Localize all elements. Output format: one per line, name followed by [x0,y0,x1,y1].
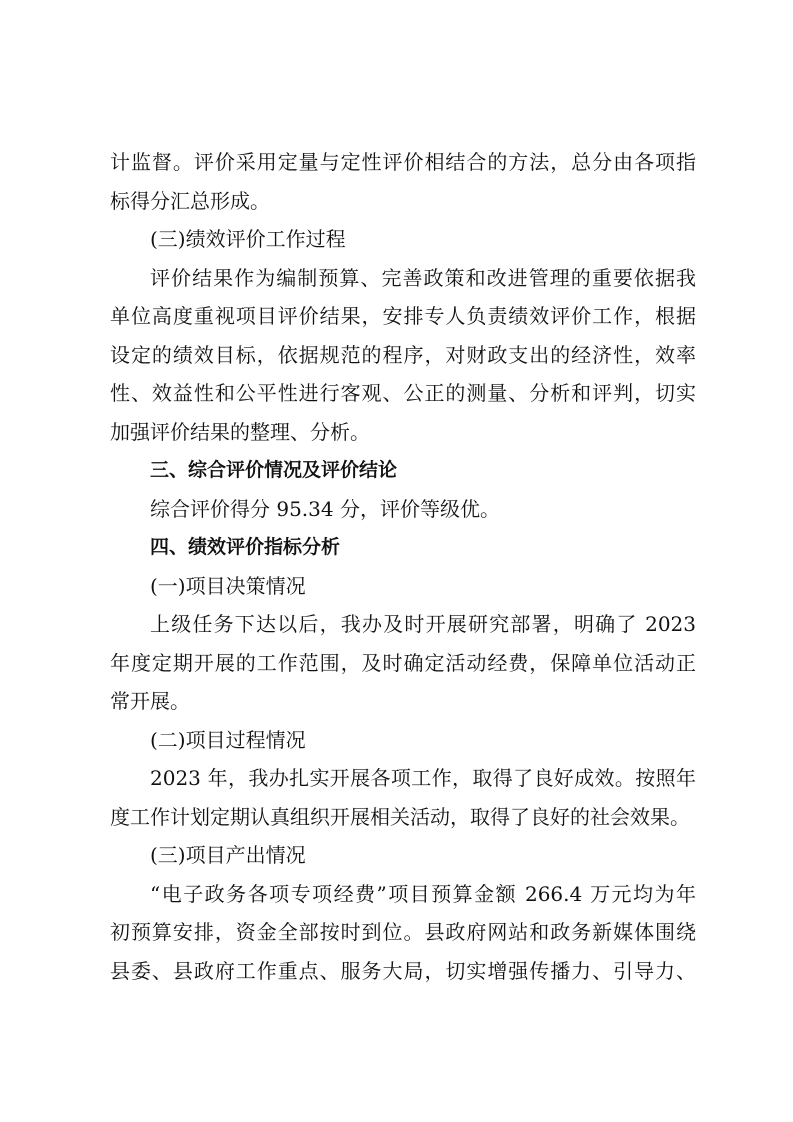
body-line: 初预算安排，资金全部按时到位。县政府网站和政务新媒体围绕 [110,920,696,944]
body-line: 标得分汇总形成。 [110,188,270,213]
section-heading-overall-evaluation: 三、综合评价情况及评价结论 [150,459,398,481]
body-line: 上级任务下达以后，我办及时开展研究部署，明确了 2023 [150,612,696,636]
body-line: 性、效益性和公平性进行客观、公正的测量、分析和评判，切实 [110,381,696,405]
subsection-heading-decision: (一)项目决策情况 [150,573,306,598]
section-heading-indicator-analysis: 四、绩效评价指标分析 [150,536,341,558]
body-line: 县委、县政府工作重点、服务大局，切实增强传播力、引导力、 [110,958,696,983]
body-line: 2023 年，我办扎实开展各项工作，取得了良好成效。按照年 [150,766,696,790]
body-line: 常开展。 [110,689,190,713]
subsection-heading-process: (三)绩效评价工作过程 [150,227,346,251]
body-line: 单位高度重视项目评价结果，安排专人负责绩效评价工作，根据 [110,304,696,328]
body-line: 加强评价结果的整理、分析。 [110,419,370,444]
document-body [110,143,696,990]
subsection-heading-output: (三)项目产出情况 [150,843,306,867]
body-line: 综合评价得分 95.34 分，评价等级优。 [150,496,500,521]
body-line: 评价结果作为编制预算、完善政策和改进管理的重要依据我 [150,265,696,290]
body-line: 计监督。评价采用定量与定性评价相结合的方法，总分由各项指 [110,150,696,174]
body-line: “电子政务各项专项经费”项目预算金额 266.4 万元均为年 [150,881,696,906]
body-line: 设定的绩效目标，依据规范的程序，对财政支出的经济性，效率 [110,342,696,367]
body-line: 度工作计划定期认真组织开展相关活动，取得了良好的社会效果。 [110,804,690,829]
subsection-heading-process-status: (二)项目过程情况 [150,727,306,752]
body-line: 年度定期开展的工作范围，及时确定活动经费，保障单位活动正 [110,650,696,675]
